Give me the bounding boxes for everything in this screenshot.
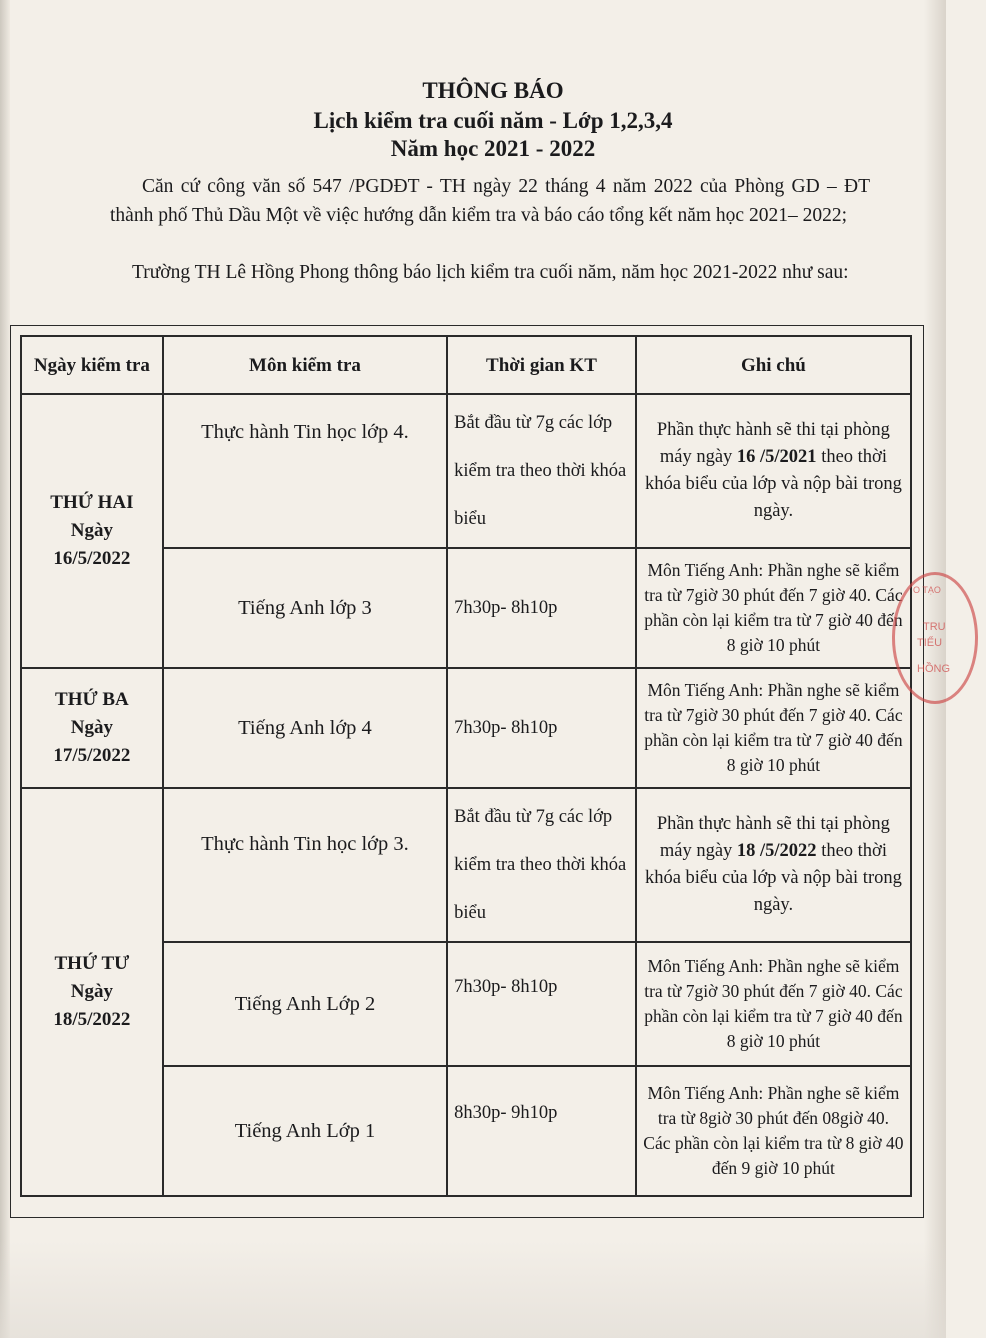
- header-time: Thời gian KT: [447, 336, 636, 394]
- table-row: [21, 394, 911, 548]
- time-cell: Bắt đầu từ 7g các lớp kiểm tra theo thời khóa biểu: [447, 394, 636, 548]
- stamp-text: HỒNG: [917, 663, 950, 675]
- note-cell: [636, 394, 911, 548]
- exam-schedule-table: [20, 335, 912, 1197]
- note-cell: Môn Tiếng Anh: Phần nghe sẽ kiểm tra từ 7giờ 30 phút đến 7 giờ 40. Các phần còn lại kiểm tra từ 7 giờ 40 đến 8 giờ 10 phút: [636, 668, 911, 788]
- document-subtitle: Lịch kiểm tra cuối năm - Lớp 1,2,3,4: [313, 108, 673, 133]
- note-cell: Môn Tiếng Anh: Phần nghe sẽ kiểm tra từ 7giờ 30 phút đến 7 giờ 40. Các phần còn lại kiểm tra từ 7 giờ 40 đến 8 giờ 10 phút: [636, 548, 911, 668]
- note-text: theo thời khóa biểu của lớp và nộp bài trong ngày.: [644, 841, 902, 915]
- time-cell: 7h30p- 8h10p: [447, 942, 636, 1066]
- day-label: Ngày: [70, 981, 114, 1002]
- subject-cell: Tiếng Anh Lớp 1: [163, 1066, 447, 1196]
- time-cell: Bắt đầu từ 7g các lớp kiểm tra theo thời khóa biểu: [447, 788, 636, 942]
- table-row: [21, 668, 911, 788]
- note-cell: Môn Tiếng Anh: Phần nghe sẽ kiểm tra từ 7giờ 30 phút đến 7 giờ 40. Các phần còn lại kiểm tra từ 7 giờ 40 đến 8 giờ 10 phút: [636, 942, 911, 1066]
- day-label: Ngày: [70, 520, 114, 541]
- stamp-text: TIỂU: [917, 637, 943, 649]
- header-subject: Môn kiểm tra: [163, 336, 447, 394]
- subject-cell: Tiếng Anh lớp 3: [163, 548, 447, 668]
- time-cell: 7h30p- 8h10p: [447, 548, 636, 668]
- header-day: Ngày kiểm tra: [21, 336, 163, 394]
- subject-cell: Thực hành Tin học lớp 4.: [163, 394, 447, 548]
- stamp-text: TRU: [923, 621, 946, 633]
- day-date: 17/5/2022: [53, 745, 131, 766]
- note-text: theo thời khóa biểu của lớp và nộp bài trong ngày.: [644, 447, 902, 521]
- note-text: Phần thực hành sẽ thi tại phòng máy ngày: [656, 420, 890, 467]
- day-name: THỨ HAI: [50, 492, 134, 513]
- day-cell-monday: [21, 394, 163, 668]
- official-stamp: [892, 572, 978, 704]
- table-header-row: [21, 336, 911, 394]
- stamp-text: O TẠO: [913, 585, 941, 595]
- note-cell: [636, 788, 911, 942]
- bottom-shadow: [0, 1240, 946, 1338]
- day-name: THỨ BA: [55, 689, 129, 710]
- table-row: [21, 788, 911, 942]
- subject-cell: Thực hành Tin học lớp 3.: [163, 788, 447, 942]
- announcement-paragraph: Trường TH Lê Hồng Phong thông báo lịch kiểm tra cuối năm, năm học 2021-2022 như sau:: [132, 262, 849, 283]
- document-title: THÔNG BÁO: [422, 78, 564, 103]
- note-text: Phần thực hành sẽ thi tại phòng máy ngày: [656, 814, 890, 861]
- note-cell: Môn Tiếng Anh: Phần nghe sẽ kiểm tra từ 8giờ 30 phút đến 08giờ 40. Các phần còn lại kiểm tra từ 8 giờ 40 đến 9 giờ 10 phút: [636, 1066, 911, 1196]
- subject-cell: Tiếng Anh Lớp 2: [163, 942, 447, 1066]
- day-date: 16/5/2022: [53, 548, 131, 569]
- reference-paragraph: Căn cứ công văn số 547 /PGDĐT - TH ngày 22 tháng 4 năm 2022 của Phòng GD – ĐT thành phố Thủ Dầu Một về việc hướng dẫn kiểm tra và báo cáo tổng kết năm học 2021– 2022;: [110, 176, 870, 226]
- day-cell-wednesday: [21, 788, 163, 1196]
- day-cell-tuesday: [21, 668, 163, 788]
- subject-cell: Tiếng Anh lớp 4: [163, 668, 447, 788]
- note-date: 18 /5/2022: [736, 841, 817, 861]
- header-note: Ghi chú: [636, 336, 911, 394]
- time-cell: 7h30p- 8h10p: [447, 668, 636, 788]
- note-date: 16 /5/2021: [736, 447, 817, 467]
- day-label: Ngày: [70, 717, 114, 738]
- day-name: THỨ TƯ: [54, 953, 130, 974]
- day-date: 18/5/2022: [53, 1009, 131, 1030]
- school-year: Năm học 2021 - 2022: [390, 136, 596, 161]
- time-cell: 8h30p- 9h10p: [447, 1066, 636, 1196]
